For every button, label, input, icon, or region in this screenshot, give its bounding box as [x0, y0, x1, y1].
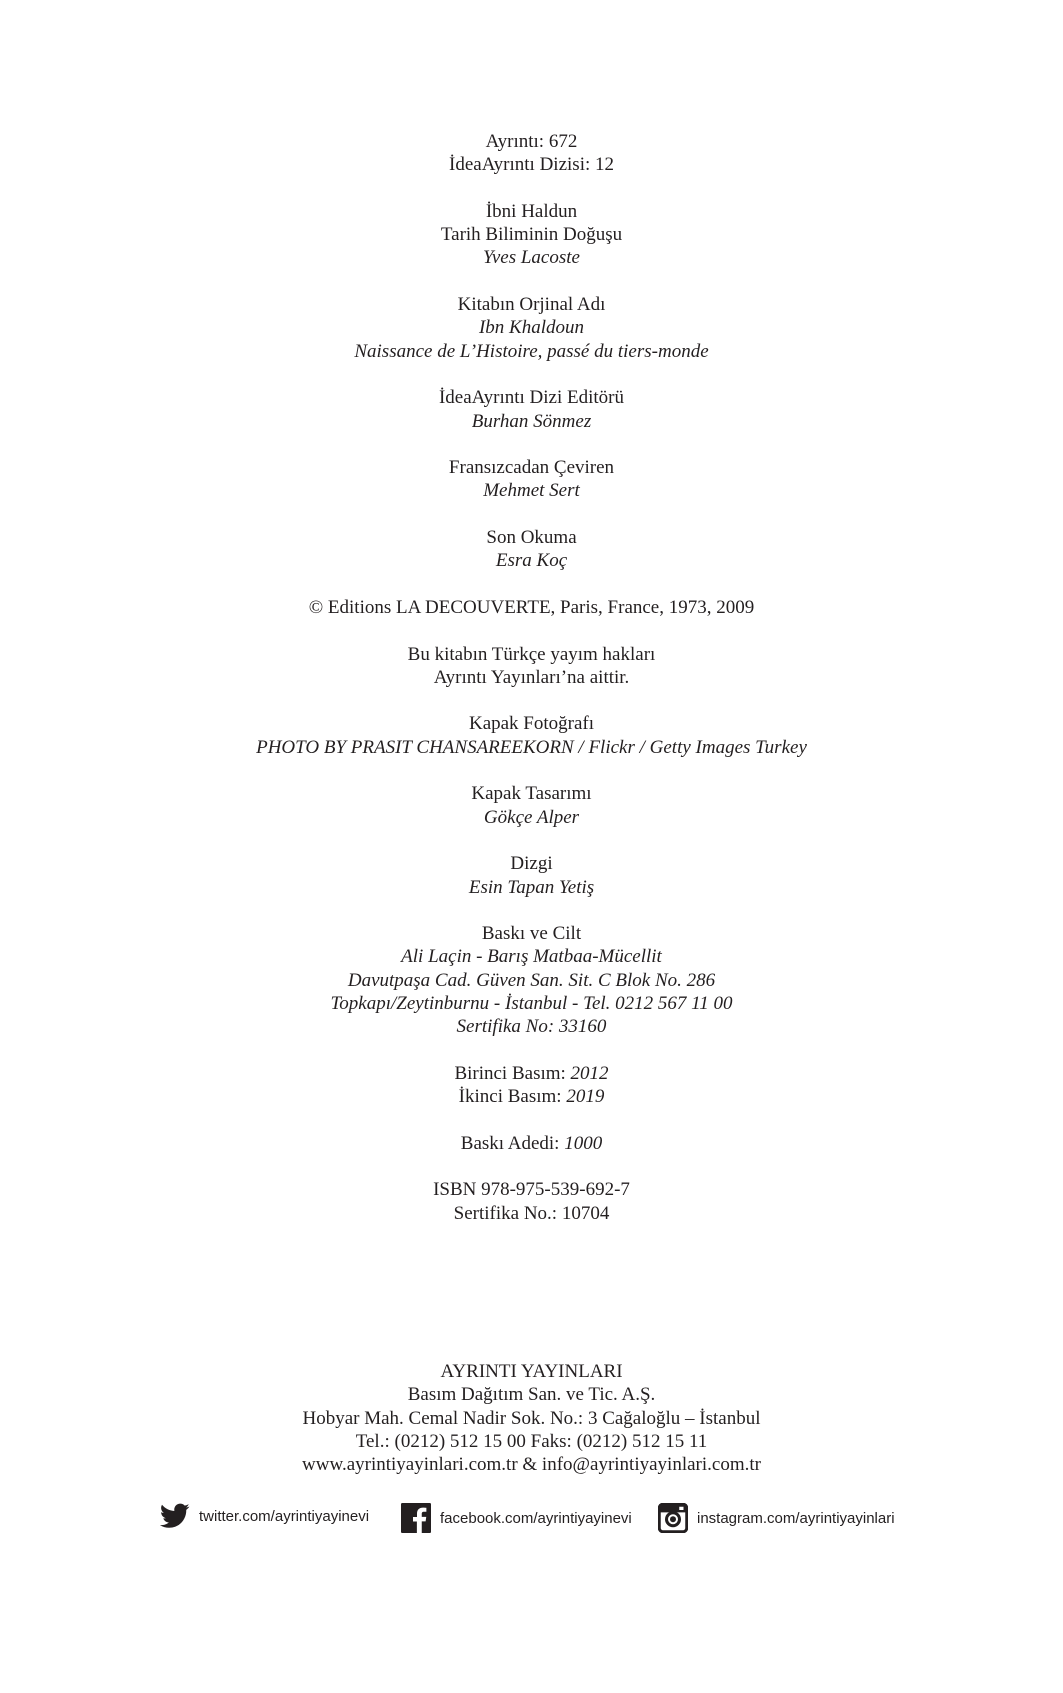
- printer-certificate: Sertifika No: 33160: [456, 1016, 607, 1038]
- publisher-block: [0, 1360, 1063, 1476]
- proofreader-name: Esra Koç: [495, 550, 568, 572]
- twitter-icon: [160, 1503, 190, 1529]
- typesetter-name: Esin Tapan Yetiş: [468, 876, 595, 898]
- original-title: Ibn Khaldoun: [478, 317, 585, 339]
- book-author: İbni Haldun: [485, 200, 578, 222]
- translator-name: Mehmet Sert: [483, 480, 580, 502]
- instagram-icon: [658, 1503, 688, 1533]
- idea-series-number: İdeaAyrıntı Dizisi: 12: [449, 154, 614, 176]
- publisher-phone: Tel.: (0212) 512 15 00 Faks: (0212) 512 15 11: [355, 1430, 708, 1452]
- series-number: Ayrıntı: 672: [485, 131, 578, 152]
- book-title: Tarih Biliminin Doğuşu: [440, 224, 623, 246]
- first-edition-label: Birinci Basım:: [454, 1062, 566, 1084]
- copyright-line: © Editions LA DECOUVERTE, Paris, France, 1973, 2009: [308, 596, 755, 618]
- typesetting-heading: Dizgi: [510, 853, 553, 875]
- printing-heading: Baskı ve Cilt: [481, 923, 582, 945]
- facebook-label: facebook.com/ayrintiyayinevi: [440, 1509, 632, 1527]
- rights-line-2: Ayrıntı Yayınları’na aittir.: [433, 666, 630, 688]
- cover-photo-heading: Kapak Fotoğrafı: [468, 713, 595, 735]
- facebook-icon: [401, 1503, 431, 1533]
- instagram-link[interactable]: [658, 1503, 895, 1533]
- original-subtitle: Naissance de L’Histoire, passé du tiers-monde: [354, 340, 709, 362]
- cover-design-heading: Kapak Tasarımı: [471, 783, 592, 805]
- book-writer: Yves Lacoste: [483, 247, 580, 269]
- publisher-address: Hobyar Mah. Cemal Nadir Sok. No.: 3 Cağaloğlu – İstanbul: [302, 1407, 761, 1429]
- twitter-label: twitter.com/ayrintiyayinevi: [199, 1507, 370, 1525]
- printer-address: Davutpaşa Cad. Güven San. Sit. C Blok No. 286: [347, 969, 716, 991]
- first-edition-year: 2012: [570, 1062, 609, 1084]
- printer-location: Topkapı/Zeytinburnu - İstanbul - Tel. 0212 567 11 00: [330, 992, 733, 1014]
- print-run: [0, 1132, 1063, 1155]
- second-edition-label: İkinci Basım:: [458, 1086, 562, 1108]
- social-links: [0, 1503, 1063, 1543]
- publisher-name: AYRINTI YAYINLARI: [440, 1361, 623, 1382]
- print-run-value: 1000: [564, 1132, 603, 1154]
- isbn-line: ISBN 978-975-539-692-7: [433, 1179, 630, 1201]
- translator-heading: Fransızcadan Çeviren: [448, 457, 615, 479]
- rights-line-1: Bu kitabın Türkçe yayım hakları: [407, 643, 656, 665]
- colophon-main: [0, 130, 1063, 1225]
- second-edition: [0, 1085, 1063, 1108]
- cover-designer-name: Gökçe Alper: [483, 806, 580, 828]
- first-edition: [0, 1062, 1063, 1085]
- printer-line: Ali Laçin - Barış Matbaa-Mücellit: [401, 946, 662, 968]
- editor-heading: İdeaAyrıntı Dizi Editörü: [438, 387, 625, 409]
- instagram-label: instagram.com/ayrintiyayinlari: [697, 1509, 895, 1527]
- cover-photo-credit: PHOTO BY PRASIT CHANSAREEKORN / Flickr / Getty Images Turkey: [256, 736, 807, 758]
- proofreader-heading: Son Okuma: [486, 527, 577, 549]
- original-title-heading: Kitabın Orjinal Adı: [457, 294, 606, 316]
- twitter-link[interactable]: [160, 1503, 369, 1529]
- publisher-company: Basım Dağıtım San. ve Tic. A.Ş.: [407, 1384, 656, 1406]
- second-edition-year: 2019: [566, 1086, 605, 1108]
- certificate-line: Sertifika No.: 10704: [453, 1202, 610, 1224]
- print-run-label: Baskı Adedi:: [460, 1132, 560, 1154]
- editor-name: Burhan Sönmez: [471, 410, 592, 432]
- publisher-web: www.ayrintiyayinlari.com.tr & info@ayrintiyayinlari.com.tr: [302, 1454, 761, 1476]
- facebook-link[interactable]: [401, 1503, 632, 1533]
